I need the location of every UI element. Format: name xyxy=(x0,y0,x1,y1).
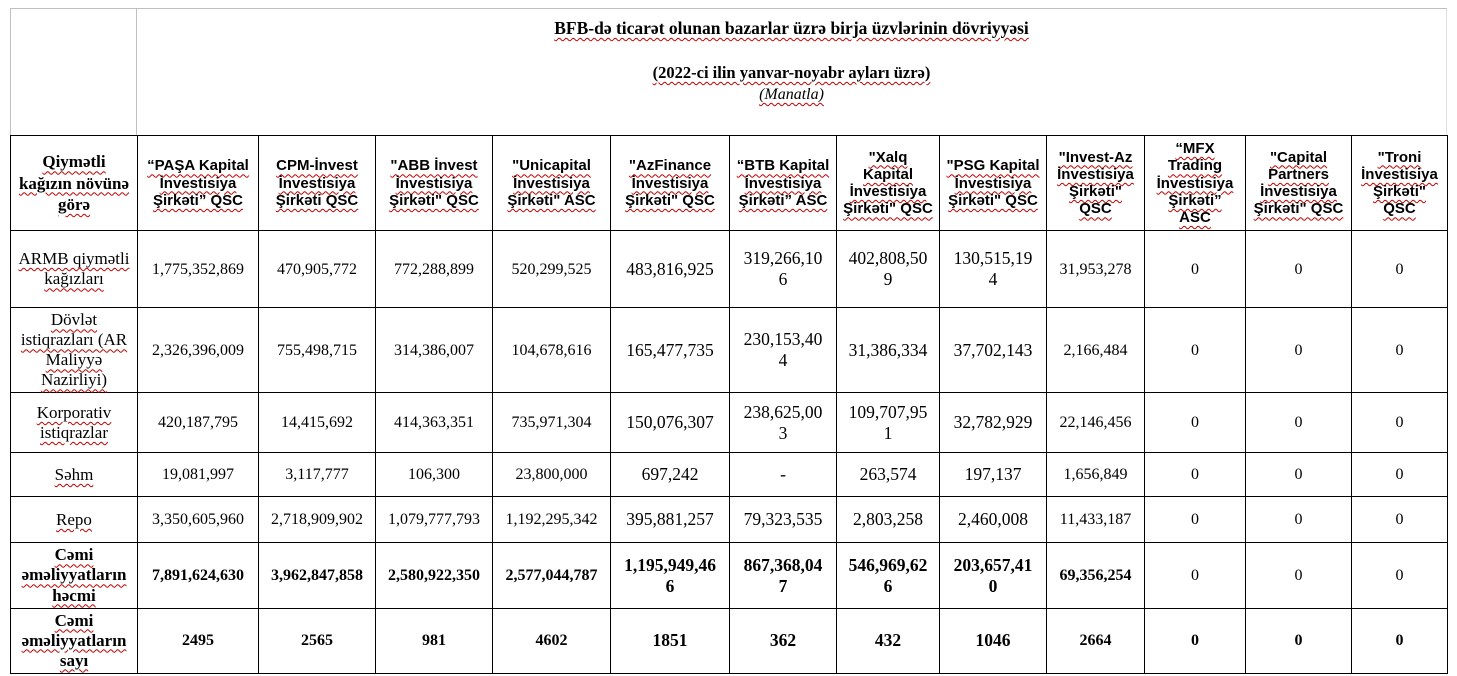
table-body xyxy=(11,231,1448,673)
value-cell: 0 xyxy=(1352,453,1448,497)
value-cell: 420,187,795 xyxy=(138,393,259,453)
value-cell: 1,192,295,342 xyxy=(493,497,611,543)
value-cell: 867,368,047 xyxy=(730,543,837,608)
currency-note: (Manatla) xyxy=(759,86,824,103)
row-label: Cəmi əməliyyatların həcmi xyxy=(11,543,138,608)
value-cell: 1,195,949,466 xyxy=(611,543,730,608)
column-header: "Xalq Kapital İnvestisiya Şirkəti" QSC xyxy=(837,136,940,231)
value-cell: 104,678,616 xyxy=(493,308,611,393)
value-cell: 395,881,257 xyxy=(611,497,730,543)
value-cell: 2,460,008 xyxy=(940,497,1047,543)
value-cell: 697,242 xyxy=(611,453,730,497)
value-cell: 2,803,258 xyxy=(837,497,940,543)
column-header: "ABB İnvest İnvestisiya Şirkəti" QSC xyxy=(376,136,493,231)
table-row xyxy=(11,308,1448,393)
value-cell: 1851 xyxy=(611,608,730,673)
header-row xyxy=(11,136,1448,231)
value-cell: 2565 xyxy=(259,608,376,673)
column-header: "Invest-Az İnvestisiya Şirkəti" QSC xyxy=(1047,136,1145,231)
value-cell: 3,962,847,858 xyxy=(259,543,376,608)
value-cell: 238,625,003 xyxy=(730,393,837,453)
value-cell: 150,076,307 xyxy=(611,393,730,453)
value-cell: - xyxy=(730,453,837,497)
turnover-table xyxy=(10,135,1448,674)
value-cell: 2,166,484 xyxy=(1047,308,1145,393)
row-label: Dövlət istiqrazları (AR Maliyyə Nazirliyi) xyxy=(11,308,138,393)
row-label: Cəmi əməliyyatların sayı xyxy=(11,608,138,673)
value-cell: 197,137 xyxy=(940,453,1047,497)
column-header: "Troni İnvestisiya Şirkəti" QSC xyxy=(1352,136,1448,231)
value-cell: 31,386,334 xyxy=(837,308,940,393)
value-cell: 1046 xyxy=(940,608,1047,673)
value-cell: 2664 xyxy=(1047,608,1145,673)
value-cell: 0 xyxy=(1246,608,1352,673)
value-cell: 3,117,777 xyxy=(259,453,376,497)
value-cell: 0 xyxy=(1145,453,1246,497)
table-row xyxy=(11,608,1448,673)
value-cell: 0 xyxy=(1246,453,1352,497)
value-cell: 0 xyxy=(1145,497,1246,543)
value-cell: 3,350,605,960 xyxy=(138,497,259,543)
column-header: "PSG Kapital İnvestisiya Şirkəti" QSC xyxy=(940,136,1047,231)
value-cell: 106,300 xyxy=(376,453,493,497)
value-cell: 0 xyxy=(1246,543,1352,608)
value-cell: 402,808,509 xyxy=(837,231,940,308)
value-cell: 31,953,278 xyxy=(1047,231,1145,308)
value-cell: 0 xyxy=(1246,393,1352,453)
value-cell: 0 xyxy=(1145,543,1246,608)
value-cell: 19,081,997 xyxy=(138,453,259,497)
value-cell: 362 xyxy=(730,608,837,673)
value-cell: 7,891,624,630 xyxy=(138,543,259,608)
value-cell: 483,816,925 xyxy=(611,231,730,308)
title-strip xyxy=(10,8,1447,135)
table-row xyxy=(11,543,1448,608)
value-cell: 22,146,456 xyxy=(1047,393,1145,453)
value-cell: 0 xyxy=(1352,308,1448,393)
value-cell: 546,969,626 xyxy=(837,543,940,608)
value-cell: 1,775,352,869 xyxy=(138,231,259,308)
value-cell: 1,656,849 xyxy=(1047,453,1145,497)
value-cell: 0 xyxy=(1145,308,1246,393)
value-cell: 130,515,194 xyxy=(940,231,1047,308)
value-cell: 69,356,254 xyxy=(1047,543,1145,608)
column-header: "AzFinance İnvestisiya Şirkəti" QSC xyxy=(611,136,730,231)
table-row xyxy=(11,393,1448,453)
value-cell: 263,574 xyxy=(837,453,940,497)
value-cell: 735,971,304 xyxy=(493,393,611,453)
value-cell: 165,477,735 xyxy=(611,308,730,393)
value-cell: 314,386,007 xyxy=(376,308,493,393)
column-header: “PAŞA Kapital İnvestisiya Şirkəti” QSC xyxy=(138,136,259,231)
value-cell: 2,577,044,787 xyxy=(493,543,611,608)
table-row xyxy=(11,231,1448,308)
row-label: Korporativ istiqrazlar xyxy=(11,393,138,453)
value-cell: 23,800,000 xyxy=(493,453,611,497)
value-cell: 0 xyxy=(1352,543,1448,608)
title-block xyxy=(137,9,1447,135)
value-cell: 0 xyxy=(1246,231,1352,308)
value-cell: 1,079,777,793 xyxy=(376,497,493,543)
value-cell: 32,782,929 xyxy=(940,393,1047,453)
title-empty-cell xyxy=(10,9,137,135)
value-cell: 203,657,410 xyxy=(940,543,1047,608)
document-title: BFB-də ticarət olunan bazarlar üzrə birja üzvlərinin dövriyyəsi xyxy=(554,18,1029,38)
value-cell: 230,153,404 xyxy=(730,308,837,393)
value-cell: 772,288,899 xyxy=(376,231,493,308)
value-cell: 4602 xyxy=(493,608,611,673)
row-label: Səhm xyxy=(11,453,138,497)
value-cell: 14,415,692 xyxy=(259,393,376,453)
column-header: "Unicapital İnvestisiya Şirkəti" ASC xyxy=(493,136,611,231)
value-cell: 0 xyxy=(1246,308,1352,393)
document-subtitle: (2022-ci ilin yanvar-noyabr ayları üzrə) xyxy=(652,63,931,82)
corner-header: Qiymətli kağızın növünə görə xyxy=(11,136,138,231)
value-cell: 2,326,396,009 xyxy=(138,308,259,393)
column-header: “BTB Kapital İnvestisiya Şirkəti” ASC xyxy=(730,136,837,231)
value-cell: 2495 xyxy=(138,608,259,673)
row-label: ARMB qiymətli kağızları xyxy=(11,231,138,308)
table-row xyxy=(11,497,1448,543)
value-cell: 0 xyxy=(1145,393,1246,453)
value-cell: 2,718,909,902 xyxy=(259,497,376,543)
value-cell: 0 xyxy=(1352,231,1448,308)
row-label: Repo xyxy=(11,497,138,543)
value-cell: 37,702,143 xyxy=(940,308,1047,393)
value-cell: 11,433,187 xyxy=(1047,497,1145,543)
document-page xyxy=(10,8,1447,674)
value-cell: 109,707,951 xyxy=(837,393,940,453)
value-cell: 0 xyxy=(1145,231,1246,308)
value-cell: 0 xyxy=(1145,608,1246,673)
value-cell: 79,323,535 xyxy=(730,497,837,543)
value-cell: 319,266,106 xyxy=(730,231,837,308)
value-cell: 414,363,351 xyxy=(376,393,493,453)
column-header: “MFX Trading İnvestisiya Şirkəti” ASC xyxy=(1145,136,1246,231)
value-cell: 520,299,525 xyxy=(493,231,611,308)
value-cell: 981 xyxy=(376,608,493,673)
value-cell: 755,498,715 xyxy=(259,308,376,393)
value-cell: 0 xyxy=(1352,393,1448,453)
value-cell: 0 xyxy=(1352,608,1448,673)
column-header: CPM-İnvest İnvestisiya Şirkəti QSC xyxy=(259,136,376,231)
value-cell: 0 xyxy=(1352,497,1448,543)
value-cell: 2,580,922,350 xyxy=(376,543,493,608)
value-cell: 470,905,772 xyxy=(259,231,376,308)
table-row xyxy=(11,453,1448,497)
column-header: "Capital Partners İnvestisiya Şirkəti" QSC xyxy=(1246,136,1352,231)
value-cell: 432 xyxy=(837,608,940,673)
value-cell: 0 xyxy=(1246,497,1352,543)
